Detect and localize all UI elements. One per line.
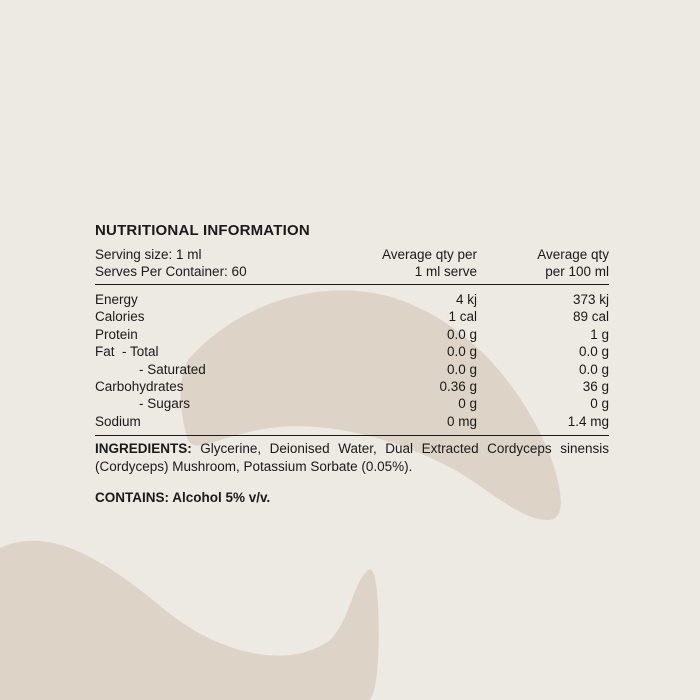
- table-row: [95, 308, 609, 325]
- per-100-value: 89 cal: [572, 309, 609, 325]
- ingredients-paragraph: [95, 440, 609, 476]
- per-100-value: 0.0 g: [578, 361, 609, 377]
- per-100-value: 0.0 g: [578, 344, 609, 360]
- nutrient-name: - Saturated: [139, 361, 206, 377]
- per-serve-value: 0.0 g: [446, 326, 477, 342]
- serves-per-container: Serves Per Container: 60: [95, 264, 247, 279]
- nutrient-name: Protein: [95, 326, 138, 342]
- col2-header-line1: Average qty: [537, 247, 609, 262]
- col1-header-line2: 1 ml serve: [414, 264, 477, 279]
- per-serve-value: 0 g: [458, 396, 477, 412]
- nutrient-name: - Sugars: [139, 396, 191, 412]
- table-row: [95, 361, 609, 378]
- table-row: [95, 413, 609, 430]
- nutrient-name: Calories: [95, 309, 145, 325]
- table-row: [95, 378, 609, 395]
- per-serve-value: 1 cal: [448, 309, 477, 325]
- per-100-value: 373 kj: [572, 292, 609, 307]
- nutrition-panel: [95, 222, 609, 505]
- background-swoosh-bottom: [0, 541, 379, 700]
- header-row-1: [95, 246, 609, 263]
- table-row: [95, 395, 609, 412]
- per-serve-value: 0.36 g: [439, 379, 477, 395]
- per-100-value: 1.4 mg: [567, 413, 609, 429]
- per-100-value: 0 g: [590, 396, 609, 412]
- panel-title: NUTRITIONAL INFORMATION: [95, 222, 310, 239]
- table-row: [95, 291, 609, 308]
- col2-header-line2: per 100 ml: [545, 264, 609, 279]
- per-100-value: 1 g: [590, 326, 609, 342]
- table-row: [95, 343, 609, 360]
- per-serve-value: 0 mg: [446, 413, 477, 429]
- serving-size: Serving size: 1 ml: [95, 247, 202, 262]
- nutrient-name: Fat - Total: [95, 344, 159, 360]
- nutrient-name: Carbohydrates: [95, 379, 184, 395]
- nutrition-table: [95, 291, 609, 436]
- table-header: [95, 246, 609, 285]
- header-row-2: [95, 263, 609, 280]
- table-row: [95, 326, 609, 343]
- per-serve-value: 0.0 g: [446, 344, 477, 360]
- nutrient-name: Energy: [95, 292, 138, 307]
- ingredients-text: Glycerine, Deionised Water, Dual Extracted Cordyceps sinensis (Cordyceps) Mushroom, Potassium Sorbate (0.05%).: [95, 441, 609, 475]
- per-100-value: 36 g: [582, 379, 609, 395]
- nutrient-name: Sodium: [95, 413, 141, 429]
- ingredients-label: INGREDIENTS:: [95, 441, 192, 457]
- contains-statement: CONTAINS: Alcohol 5% v/v.: [95, 490, 271, 506]
- col1-header-line1: Average qty per: [381, 247, 477, 262]
- per-serve-value: 0.0 g: [446, 361, 477, 377]
- per-serve-value: 4 kj: [455, 292, 477, 307]
